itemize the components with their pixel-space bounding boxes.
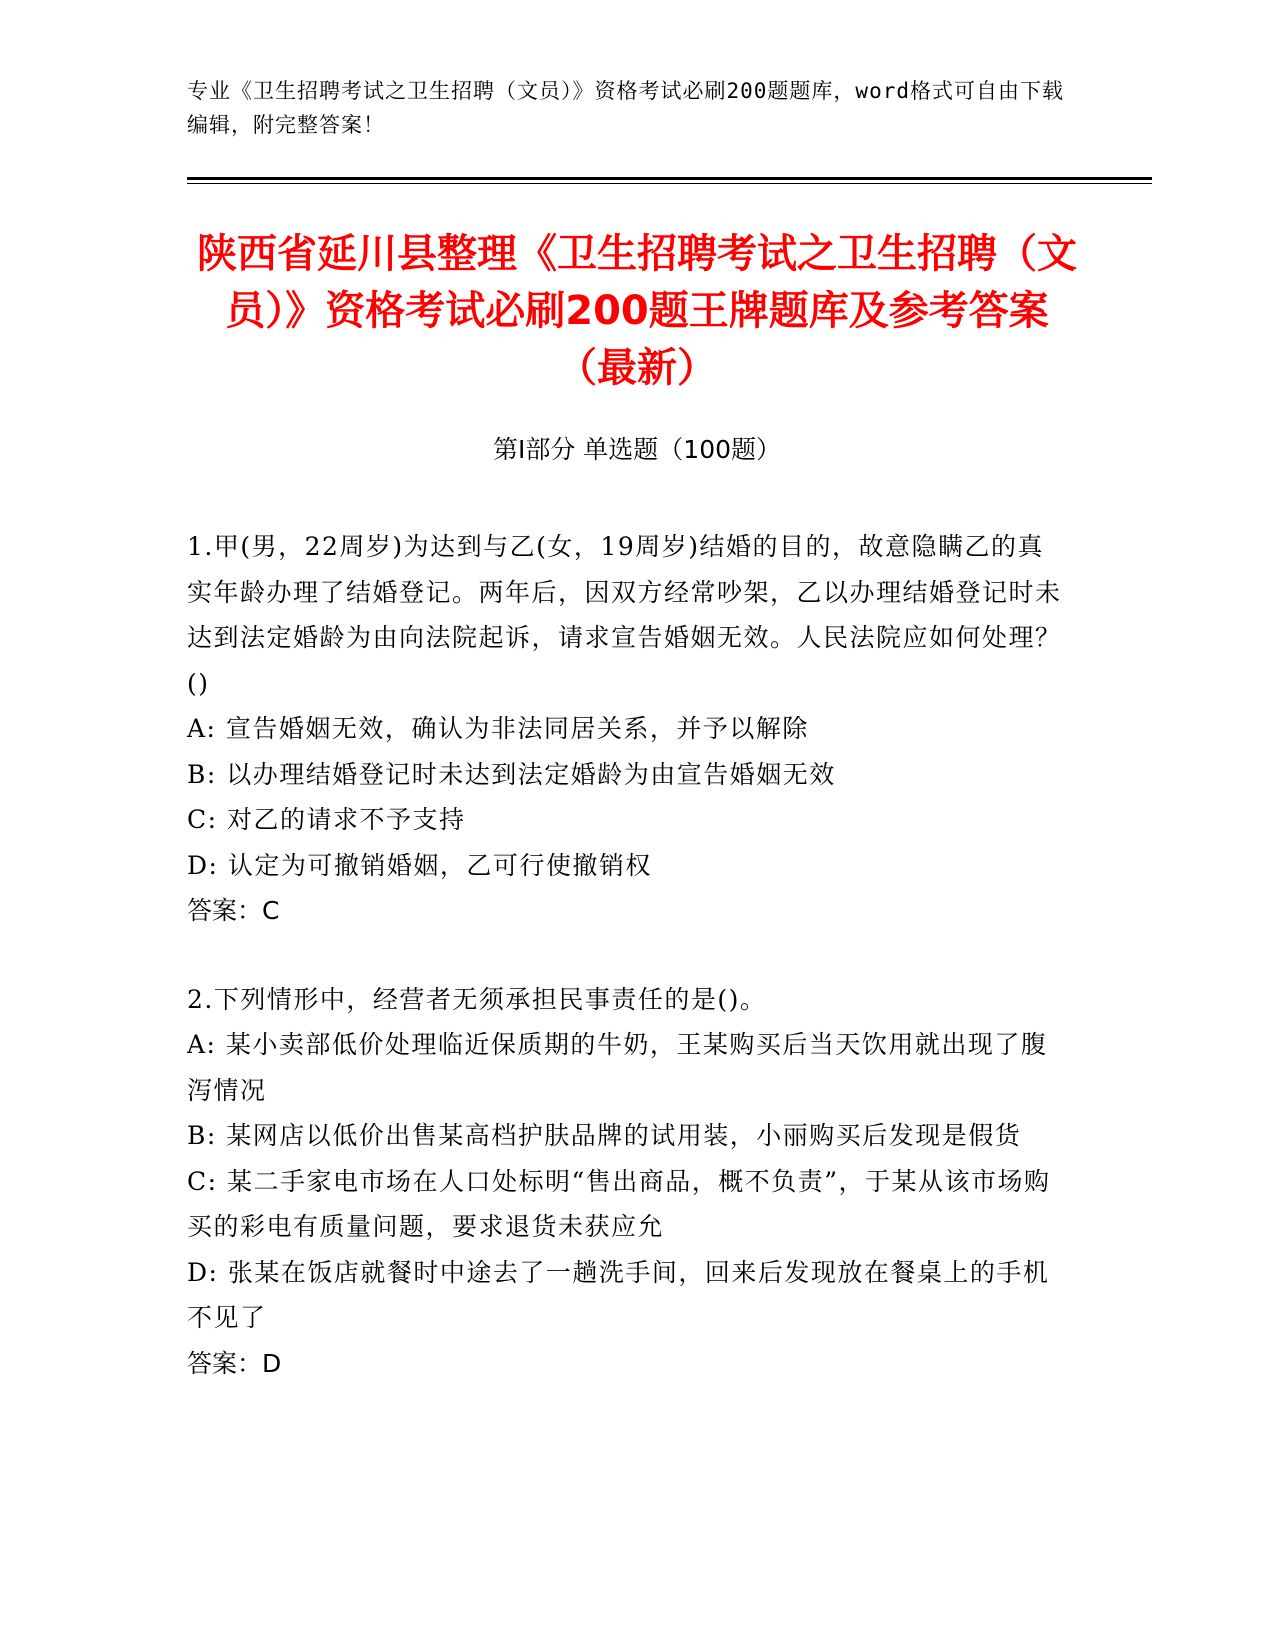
question-stem: 1.甲(男，22周岁)为达到与乙(女，19周岁)结婚的目的，故意隐瞒乙的真实年龄办理了结婚登记。两年后，因双方经常吵架，乙以办理结婚登记时未达到法定婚龄为由向法院起诉，请求宣告婚姻无效。人民法院应如何处理？() [187,532,1062,698]
option-c: C: 某二手家电市场在人口处标明“售出商品，概不负责”，于某从该市场购买的彩电有质量问题，要求退货未获应允 [187,1166,1051,1241]
option-b: B: 某网店以低价出售某高档护肤品牌的试用装，小丽购买后发现是假货 [187,1121,1022,1150]
option-d: D: 认定为可撤销婚姻，乙可行使撤销权 [187,850,652,880]
header-divider-thin [187,183,1152,184]
question-stem: 2.下列情形中，经营者无须承担民事责任的是()。 [187,984,767,1014]
question-2 [187,977,1067,1387]
option-a: A: 宣告婚姻无效，确认为非法同居关系，并予以解除 [187,714,809,743]
option-c: C: 对乙的请求不予支持 [187,805,466,834]
header-note: 专业《卫生招聘考试之卫生招聘（文员）》资格考试必刷200题题库，word格式可自由下载编辑，附完整答案！ [187,79,1064,137]
answer-line: 答案：D [187,1348,282,1378]
question-list [187,524,1067,1429]
option-d: D: 张某在饭店就餐时中途去了一趟洗手间，回来后发现放在餐桌上的手机不见了 [187,1257,1050,1332]
option-a: A: 某小卖部低价处理临近保质期的牛奶，王某购买后当天饮用就出现了腹泻情况 [187,1030,1048,1105]
document-title: 陕西省延川县整理《卫生招聘考试之卫生招聘（文员）》资格考试必刷200题王牌题库及参考答案（最新） [197,231,1077,391]
question-1 [187,524,1067,934]
option-b: B: 以办理结婚登记时未达到法定婚龄为由宣告婚姻无效 [187,759,836,789]
answer-line: 答案：C [187,896,280,925]
header-divider-thick [187,177,1152,180]
section-title: 第I部分 单选题（100题） [492,435,782,464]
